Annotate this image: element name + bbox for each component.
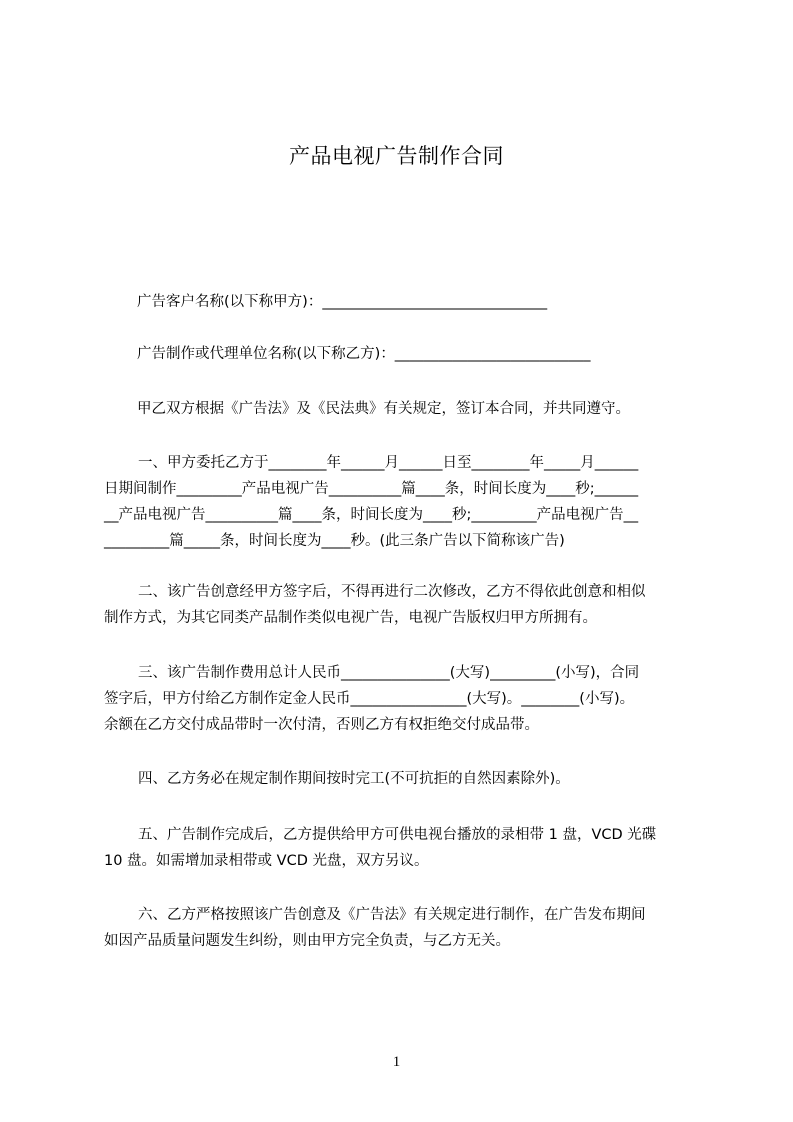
clause-line: 签字后，甲方付给乙方制作定金人民币________________(大写)。________(小写)。 bbox=[104, 691, 635, 707]
clause-line: 一、甲方委托乙方于________年______月______日至________年_____月______ bbox=[138, 455, 639, 471]
page-title: 产品电视广告制作合同 bbox=[289, 144, 504, 168]
party-b-field: 广告制作或代理单位名称(以下称乙方)：___________________________ bbox=[137, 346, 591, 362]
clause-line: 三、该广告制作费用总计人民币_______________(大写)_________(小写)，合同 bbox=[138, 665, 640, 681]
clause-5 bbox=[104, 822, 704, 874]
clause-4 bbox=[104, 766, 704, 792]
clause-line: 五、广告制作完成后，乙方提供给甲方可供电视台播放的录相带 1 盘，VCD 光碟 bbox=[138, 827, 657, 843]
clause-line: 二、该广告创意经甲方签字后，不得再进行二次修改，乙方不得依此创意和相似 bbox=[138, 584, 646, 600]
clause-1 bbox=[104, 450, 704, 554]
clause-line: __产品电视广告__________篇____条，时间长度为____秒;_________产品电视广告__ bbox=[104, 507, 639, 523]
page-number: 1 bbox=[392, 1054, 401, 1070]
clause-6 bbox=[104, 902, 704, 954]
clause-line: 六、乙方严格按照该广告创意及《广告法》有关规定进行制作，在广告发布期间 bbox=[138, 907, 646, 923]
preamble: 甲乙双方根据《广告法》及《民法典》有关规定，签订本合同，并共同遵守。 bbox=[137, 401, 630, 417]
clause-line: 四、乙方务必在规定制作期间按时完工(不可抗拒的自然因素除外)。 bbox=[138, 771, 570, 787]
party-a-field: 广告客户名称(以下称甲方)：_______________________________ bbox=[137, 294, 548, 310]
clause-line: 10 盘。如需增加录相带或 VCD 光盘，双方另议。 bbox=[104, 853, 429, 869]
clause-line: 日期间制作_________产品电视广告__________篇____条，时间长度为____秒;______ bbox=[104, 481, 639, 497]
clause-line: 制作方式，为其它同类产品制作类似电视广告，电视广告版权归甲方所拥有。 bbox=[104, 610, 597, 626]
clause-line: 如因产品质量问题发生纠纷，则由甲方完全负责，与乙方无关。 bbox=[104, 933, 510, 949]
clause-3 bbox=[104, 660, 704, 738]
clause-2 bbox=[104, 579, 704, 631]
clause-line: _________篇_____条，时间长度为____秒。(此三条广告以下简称该广告) bbox=[104, 533, 565, 549]
clause-line: 余额在乙方交付成品带时一次付清，否则乙方有权拒绝交付成品带。 bbox=[104, 717, 539, 733]
